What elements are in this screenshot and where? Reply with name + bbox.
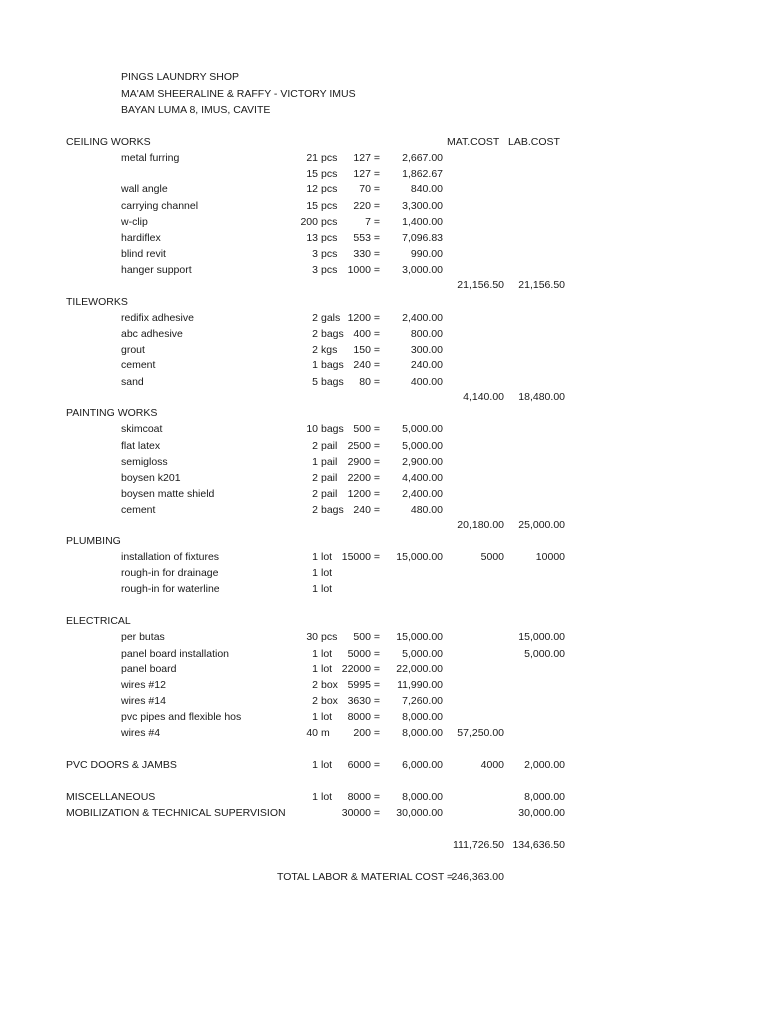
table-row: panel board 1 lot 22000 = 22,000.00 xyxy=(121,663,443,675)
table-row: boysen matte shield 2 pail 1200 = 2,400.00 xyxy=(121,488,443,500)
table-row: 15 pcs 127 = 1,862.67 xyxy=(306,168,443,180)
table-row: per butas 30 pcs 500 = 15,000.00 15,000.00 xyxy=(121,631,565,643)
table-row: skimcoat 10 bags 500 = 5,000.00 xyxy=(121,423,443,435)
column-totals xyxy=(0,837,768,853)
section-ceiling-header xyxy=(0,134,768,150)
section-title: CEILING WORKS xyxy=(66,136,151,148)
section-tileworks-header xyxy=(0,294,768,310)
table-row: pvc pipes and flexible hos 1 lot 8000 = 8,000.00 xyxy=(121,711,443,723)
table-row: rough-in for waterline 1 lot xyxy=(121,583,333,595)
table-row: carrying channel 15 pcs 220 = 3,300.00 xyxy=(121,200,443,212)
grand-total xyxy=(0,869,768,885)
header-line-2: MA'AM SHEERALINE & RAFFY - VICTORY IMUS xyxy=(121,88,356,100)
section-title: MOBILIZATION & TECHNICAL SUPERVISION xyxy=(66,807,286,819)
table-row: cement 1 bags 240 = 240.00 xyxy=(121,359,443,371)
header-line-3: BAYAN LUMA 8, IMUS, CAVITE xyxy=(121,104,271,116)
table-row: wires #4 40 m 200 = 8,000.00 57,250.00 xyxy=(121,727,504,739)
section-title: TILEWORKS xyxy=(66,296,128,308)
table-row: w-clip 200 pcs 7 = 1,400.00 xyxy=(121,216,443,228)
section-miscellaneous: MISCELLANEOUS 1 lot 8000 = 8,000.00 8,000.00 xyxy=(66,791,565,803)
section-title: PVC DOORS & JAMBS xyxy=(66,759,177,771)
table-row: metal furring 21 pcs 127 = 2,667.00 xyxy=(121,152,443,164)
table-row: panel board installation 1 lot 5000 = 5,000.00 5,000.00 xyxy=(121,648,565,660)
section-plumbing-header xyxy=(0,533,768,549)
header-line-1: PINGS LAUNDRY SHOP xyxy=(121,71,240,83)
section-subtotal: 4,140.00 18,480.00 xyxy=(463,391,565,403)
table-row: blind revit 3 pcs 330 = 990.00 xyxy=(121,248,443,260)
table-row: wires #14 2 box 3630 = 7,260.00 xyxy=(121,695,443,707)
table-row: redifix adhesive 2 gals 1200 = 2,400.00 xyxy=(121,312,443,324)
table-row: cement 2 bags 240 = 480.00 xyxy=(121,504,443,516)
grand-total-value: 246,363.00 xyxy=(451,871,504,883)
section-subtotal: 20,180.00 25,000.00 xyxy=(457,519,565,531)
grand-total-label: TOTAL LABOR & MATERIAL COST = xyxy=(277,871,454,883)
table-row: installation of fixtures 1 lot 15000 = 15,000.00 5000 10000 xyxy=(121,551,565,563)
section-title: PAINTING WORKS xyxy=(66,407,158,419)
table-row: wires #12 2 box 5995 = 11,990.00 xyxy=(121,679,443,691)
table-row: hardiflex 13 pcs 553 = 7,096.83 xyxy=(121,232,443,244)
table-row: rough-in for drainage 1 lot xyxy=(121,567,333,579)
table-row: boysen k201 2 pail 2200 = 4,400.00 xyxy=(121,472,443,484)
table-row: flat latex 2 pail 2500 = 5,000.00 xyxy=(121,440,443,452)
section-title: MISCELLANEOUS xyxy=(66,791,156,803)
section-title: ELECTRICAL xyxy=(66,615,131,627)
table-row: sand 5 bags 80 = 400.00 xyxy=(121,376,443,388)
table-row: abc adhesive 2 bags 400 = 800.00 xyxy=(121,328,443,340)
section-mobilization: MOBILIZATION & TECHNICAL SUPERVISION 30000 = 30,000.00 30,000.00 xyxy=(66,807,565,819)
total-lab-cost: 134,636.50 xyxy=(512,839,565,851)
section-pvc-doors: PVC DOORS & JAMBS 1 lot 6000 = 6,000.00 4000 2,000.00 xyxy=(66,759,565,771)
lab-cost-header: LAB.COST xyxy=(508,136,560,148)
section-subtotal: 21,156.50 21,156.50 xyxy=(457,279,565,291)
mat-cost-header: MAT.COST xyxy=(447,136,500,148)
section-painting-header xyxy=(0,405,768,421)
table-row: wall angle 12 pcs 70 = 840.00 xyxy=(121,183,443,195)
section-title: PLUMBING xyxy=(66,535,121,547)
table-row: hanger support 3 pcs 1000 = 3,000.00 xyxy=(121,264,443,276)
table-row: semigloss 1 pail 2900 = 2,900.00 xyxy=(121,456,443,468)
total-mat-cost: 111,726.50 xyxy=(453,839,504,851)
table-row: grout 2 kgs 150 = 300.00 xyxy=(121,344,443,356)
section-electrical-header xyxy=(0,613,768,629)
